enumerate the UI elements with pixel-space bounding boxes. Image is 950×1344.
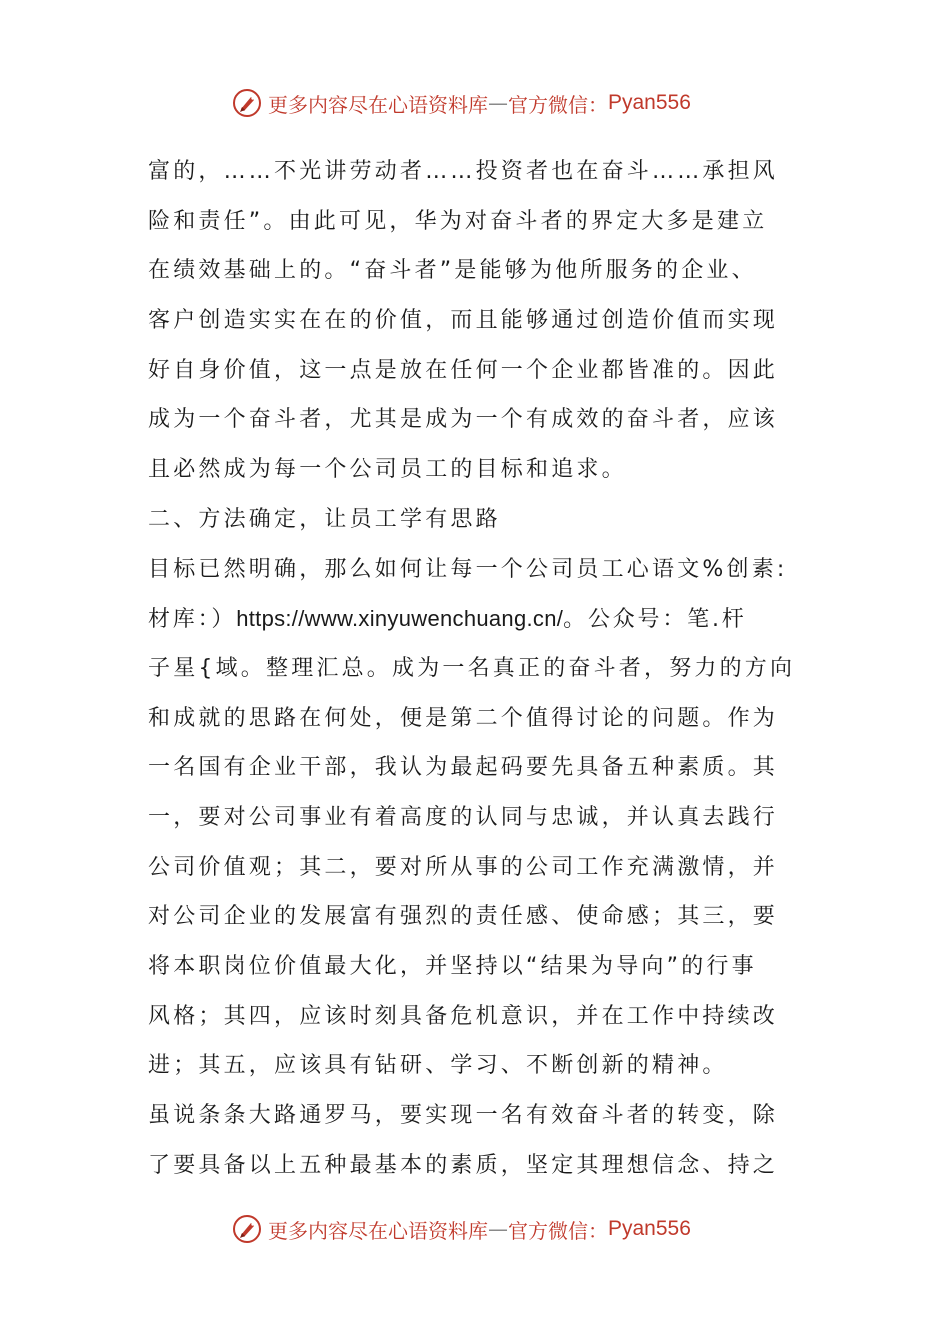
text-segment: 。公众号：笔.杆 [563, 607, 747, 633]
text-line: 公司价值观；其二，要对所从事的公司工作充满激情，并 [148, 854, 779, 880]
text-segment: 材库：） [148, 607, 237, 633]
paragraph [148, 147, 808, 495]
pen-nib-icon [232, 1214, 262, 1244]
text-line [148, 594, 808, 644]
text-line: 险和责任”。由此可见，华为对奋斗者的界定大多是建立 [148, 208, 768, 234]
text-line: 子星{域。整理汇总。成为一名真正的奋斗者，努力的方向 [148, 655, 796, 681]
text-line: 进；其五，应该具有钻研、学习、不断创新的精神。 [148, 1053, 728, 1079]
website-url: https://www.xinyuwenchuang.cn/ [236, 606, 564, 632]
text-line: 成为一个奋斗者，尤其是成为一个有成效的奋斗者，应该 [148, 407, 779, 433]
banner-wechat-id: Pyan556 [608, 1217, 691, 1240]
pen-nib-icon [232, 88, 262, 118]
text-line: 对公司企业的发展富有强烈的责任感、使命感；其三，要 [148, 904, 779, 930]
paragraph [148, 1091, 808, 1190]
text-line: 目标已然明确，那么如何让每一个公司员工心语文%创素: [148, 556, 788, 582]
paragraph [148, 495, 808, 545]
text-line: 风格；其四，应该时刻具备危机意识，并在工作中持续改 [148, 1003, 779, 1029]
text-line: 好自身价值，这一点是放在任何一个企业都皆准的。因此 [148, 357, 779, 383]
text-line: 一，要对公司事业有着高度的认同与忠诚，并认真去践行 [148, 804, 779, 830]
document-body [148, 147, 808, 1190]
text-line: 和成就的思路在何处，便是第二个值得讨论的问题。作为 [148, 705, 779, 731]
footer-banner [232, 1211, 691, 1247]
text-line: 且必然成为每一个公司员工的目标和追求。 [148, 457, 627, 483]
banner-wechat-label: 官方微信： [508, 1218, 608, 1243]
text-line: 富的，……不光讲劳动者……投资者也在奋斗……承担风 [148, 159, 779, 184]
text-line: 二、方法确定，让员工学有思路 [148, 506, 501, 532]
text-line: 虽说条条大路通罗马，要实现一名有效奋斗者的转变，除 [148, 1103, 779, 1129]
banner-title: 更多内容尽在心语资料库 [268, 1218, 488, 1243]
banner-wechat-id: Pyan556 [608, 91, 691, 114]
text-line: 一名国有企业干部，我认为最起码要先具备五种素质。其 [148, 755, 779, 781]
header-banner [232, 85, 691, 121]
paragraph [148, 545, 808, 1092]
banner-dash: — [488, 1217, 508, 1241]
banner-wechat-label: 官方微信： [508, 92, 608, 117]
text-line: 了要具备以上五种最基本的素质，坚定其理想信念、持之 [148, 1152, 779, 1178]
banner-title: 更多内容尽在心语资料库 [268, 92, 488, 117]
banner-dash: — [488, 91, 508, 115]
text-line: 将本职岗位价值最大化，并坚持以“结果为导向”的行事 [148, 954, 757, 979]
text-line: 在绩效基础上的。“奋斗者”是能够为他所服务的企业、 [148, 258, 757, 284]
text-line: 客户创造实实在在的价值，而且能够通过创造价值而实现 [148, 308, 779, 334]
